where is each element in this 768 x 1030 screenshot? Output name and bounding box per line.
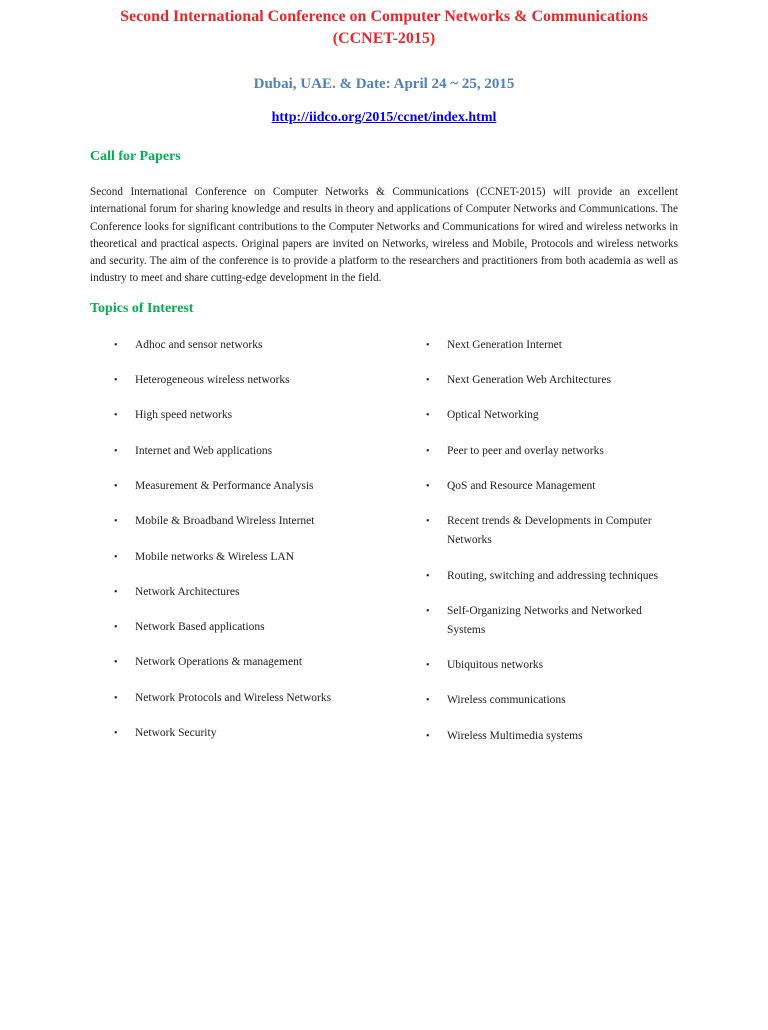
topic-label: Optical Networking [447, 409, 539, 422]
topic-label: Next Generation Web Architectures [447, 374, 611, 387]
topic-label: Self-Organizing Networks and Networked Systems [447, 604, 642, 636]
topic-label: Internet and Web applications [135, 444, 273, 457]
bullet-icon: • [114, 516, 118, 528]
bullet-icon: • [114, 551, 118, 563]
topic-item [114, 512, 374, 531]
bullet-icon: • [426, 605, 430, 617]
topic-label: Network Based applications [135, 621, 265, 634]
topic-item [426, 602, 678, 640]
bullet-icon: • [426, 339, 430, 351]
topic-item [114, 371, 374, 390]
topic-label: Routing, switching and addressing techniques [447, 569, 659, 582]
bullet-icon: • [114, 622, 118, 634]
bullet-icon: • [426, 480, 430, 492]
bullet-icon: • [114, 586, 118, 598]
bullet-icon: • [426, 445, 430, 457]
topic-label: Ubiquitous networks [447, 659, 544, 672]
call-for-papers-heading: Call for Papers [90, 149, 181, 164]
topic-item [426, 727, 678, 746]
conference-link[interactable]: http://iidco.org/2015/ccnet/index.html [271, 110, 497, 125]
bullet-icon: • [426, 730, 430, 742]
topic-item [426, 406, 678, 425]
topic-item [114, 406, 374, 425]
topic-item [114, 689, 374, 708]
topic-item [114, 548, 374, 567]
topic-label: High speed networks [135, 409, 233, 422]
bullet-icon: • [426, 410, 430, 422]
topic-item [426, 691, 678, 710]
topic-label: Mobile & Broadband Wireless Internet [135, 515, 315, 528]
topic-item [114, 618, 374, 637]
url-line [90, 109, 678, 127]
bullet-icon: • [114, 657, 118, 669]
topic-label: Network Architectures [135, 585, 240, 598]
topic-label: Peer to peer and overlay networks [447, 444, 604, 457]
topic-label: Wireless Multimedia systems [447, 729, 583, 742]
topic-item [426, 567, 678, 586]
topic-label: Wireless communications [447, 694, 566, 707]
bullet-icon: • [114, 375, 118, 387]
topic-label: Measurement & Performance Analysis [135, 479, 314, 492]
conference-title [90, 6, 678, 50]
topics-list [90, 336, 678, 762]
document-page [0, 6, 768, 1030]
bullet-icon: • [114, 445, 118, 457]
bullet-icon: • [426, 516, 430, 528]
topic-label: Adhoc and sensor networks [135, 338, 263, 351]
topic-label: Network Security [135, 727, 217, 740]
bullet-icon: • [426, 570, 430, 582]
topic-item [426, 512, 678, 550]
topic-label: Mobile networks & Wireless LAN [135, 550, 295, 563]
topic-item [426, 336, 678, 355]
bullet-icon: • [426, 375, 430, 387]
bullet-icon: • [426, 660, 430, 672]
call-for-papers-text: Second International Conference on Computer Networks & Communications (CCNET-2015) will provide an excellent international forum for sharing knowledge and results in theory and applications of Computer Networks and Communications. The Conference looks for significant contributions to the Computer Networks and Communications for wired and wireless networks in theoretical and practical aspects. Original papers are invited on Networks, wireless and Mobile, Protocols and wireless networks and security. The aim of the conference is to provide a platform to the researchers and practitioners from both academia as well as industry to meet and share cutting-edge development in the field. [90, 186, 678, 285]
bullet-icon: • [114, 692, 118, 704]
topic-item [114, 583, 374, 602]
venue-date: Dubai, UAE. & Date: April 24 ~ 25, 2015 [253, 76, 515, 92]
topic-item [426, 442, 678, 461]
topic-item [426, 656, 678, 675]
topics-left-column [114, 336, 374, 762]
topic-item [114, 442, 374, 461]
bullet-icon: • [114, 410, 118, 422]
topic-item [114, 724, 374, 743]
topics-right-column [426, 336, 678, 762]
topics-heading: Topics of Interest [90, 300, 194, 316]
topic-item [426, 477, 678, 496]
topic-label: Recent trends & Developments in Computer Networks [447, 515, 652, 547]
topic-item [114, 477, 374, 496]
bullet-icon: • [426, 695, 430, 707]
topic-item [114, 336, 374, 355]
topic-label: QoS and Resource Management [447, 479, 596, 492]
topic-label: Next Generation Internet [447, 338, 562, 351]
topic-item [426, 371, 678, 390]
topic-label: Heterogeneous wireless networks [135, 374, 290, 387]
bullet-icon: • [114, 339, 118, 351]
bullet-icon: • [114, 480, 118, 492]
bullet-icon: • [114, 728, 118, 740]
topic-label: Network Protocols and Wireless Networks [135, 691, 332, 704]
topic-label: Network Operations & management [135, 656, 303, 669]
title-line-2: (CCNET-2015) [332, 30, 436, 47]
topic-item [114, 653, 374, 672]
title-line-1: Second International Conference on Computer Networks & Communications [120, 8, 648, 25]
